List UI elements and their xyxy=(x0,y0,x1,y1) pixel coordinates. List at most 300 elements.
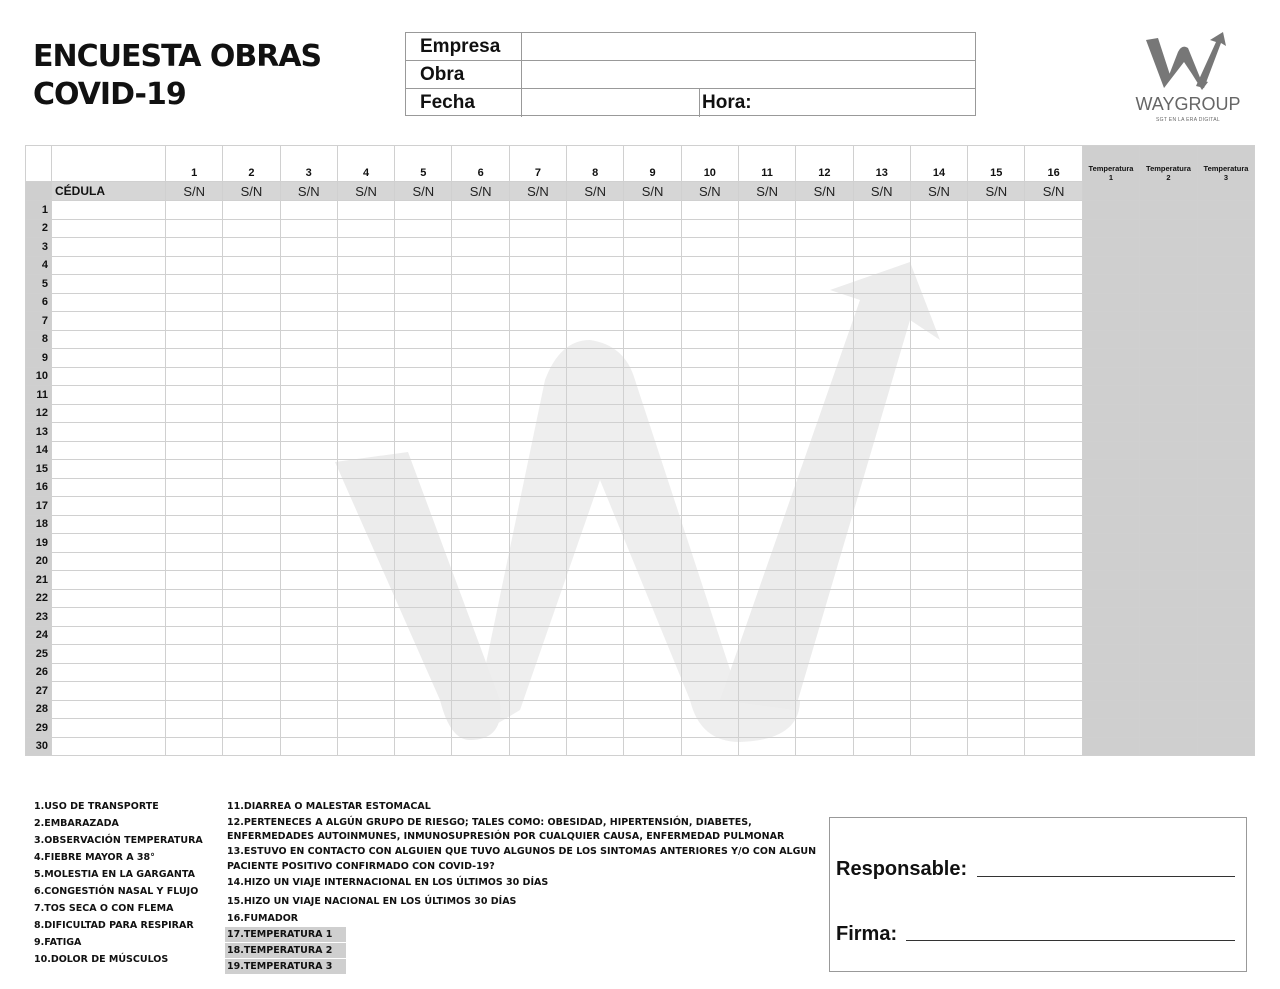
answer-cell[interactable] xyxy=(681,552,738,571)
answer-cell[interactable] xyxy=(166,497,223,516)
answer-cell[interactable] xyxy=(166,534,223,553)
answer-cell[interactable] xyxy=(337,256,394,275)
answer-cell[interactable] xyxy=(452,441,509,460)
answer-cell[interactable] xyxy=(337,460,394,479)
answer-cell[interactable] xyxy=(280,404,337,423)
answer-cell[interactable] xyxy=(166,201,223,220)
answer-cell[interactable] xyxy=(395,608,452,627)
temperature-cell[interactable] xyxy=(1140,478,1198,497)
answer-cell[interactable] xyxy=(395,663,452,682)
temperature-cell[interactable] xyxy=(1082,571,1140,590)
answer-cell[interactable] xyxy=(223,478,280,497)
answer-cell[interactable] xyxy=(910,608,967,627)
answer-cell[interactable] xyxy=(681,589,738,608)
answer-cell[interactable] xyxy=(796,423,853,442)
answer-cell[interactable] xyxy=(395,478,452,497)
empresa-row[interactable] xyxy=(406,33,975,61)
answer-cell[interactable] xyxy=(280,589,337,608)
answer-cell[interactable] xyxy=(738,515,795,534)
answer-cell[interactable] xyxy=(681,404,738,423)
answer-cell[interactable] xyxy=(738,589,795,608)
answer-cell[interactable] xyxy=(968,219,1025,238)
temperature-cell[interactable] xyxy=(1197,534,1255,553)
answer-cell[interactable] xyxy=(910,626,967,645)
temperature-cell[interactable] xyxy=(1197,201,1255,220)
answer-cell[interactable] xyxy=(337,589,394,608)
answer-cell[interactable] xyxy=(968,441,1025,460)
answer-cell[interactable] xyxy=(509,515,566,534)
answer-cell[interactable] xyxy=(509,330,566,349)
temperature-cell[interactable] xyxy=(1082,404,1140,423)
answer-cell[interactable] xyxy=(280,719,337,738)
temperature-cell[interactable] xyxy=(1140,719,1198,738)
answer-cell[interactable] xyxy=(738,330,795,349)
answer-cell[interactable] xyxy=(910,460,967,479)
answer-cell[interactable] xyxy=(738,571,795,590)
answer-cell[interactable] xyxy=(223,663,280,682)
answer-cell[interactable] xyxy=(968,238,1025,257)
answer-cell[interactable] xyxy=(452,478,509,497)
temperature-cell[interactable] xyxy=(1140,256,1198,275)
answer-cell[interactable] xyxy=(280,275,337,294)
answer-cell[interactable] xyxy=(166,312,223,331)
answer-cell[interactable] xyxy=(853,626,910,645)
cedula-cell[interactable] xyxy=(52,497,166,516)
answer-cell[interactable] xyxy=(853,737,910,756)
answer-cell[interactable] xyxy=(337,201,394,220)
answer-cell[interactable] xyxy=(452,330,509,349)
answer-cell[interactable] xyxy=(1025,737,1082,756)
answer-cell[interactable] xyxy=(166,256,223,275)
answer-cell[interactable] xyxy=(738,626,795,645)
answer-cell[interactable] xyxy=(1025,608,1082,627)
answer-cell[interactable] xyxy=(223,441,280,460)
answer-cell[interactable] xyxy=(738,534,795,553)
answer-cell[interactable] xyxy=(624,534,681,553)
answer-cell[interactable] xyxy=(796,441,853,460)
cedula-cell[interactable] xyxy=(52,608,166,627)
answer-cell[interactable] xyxy=(910,349,967,368)
answer-cell[interactable] xyxy=(509,256,566,275)
temperature-cell[interactable] xyxy=(1082,423,1140,442)
temperature-cell[interactable] xyxy=(1197,423,1255,442)
answer-cell[interactable] xyxy=(681,497,738,516)
answer-cell[interactable] xyxy=(567,293,624,312)
answer-cell[interactable] xyxy=(509,571,566,590)
answer-cell[interactable] xyxy=(509,608,566,627)
answer-cell[interactable] xyxy=(452,682,509,701)
temperature-cell[interactable] xyxy=(1082,626,1140,645)
answer-cell[interactable] xyxy=(624,275,681,294)
temperature-cell[interactable] xyxy=(1140,700,1198,719)
answer-cell[interactable] xyxy=(738,293,795,312)
answer-cell[interactable] xyxy=(452,571,509,590)
answer-cell[interactable] xyxy=(1025,256,1082,275)
temperature-cell[interactable] xyxy=(1140,349,1198,368)
answer-cell[interactable] xyxy=(280,534,337,553)
answer-cell[interactable] xyxy=(452,219,509,238)
answer-cell[interactable] xyxy=(337,515,394,534)
temperature-cell[interactable] xyxy=(1082,719,1140,738)
answer-cell[interactable] xyxy=(738,552,795,571)
answer-cell[interactable] xyxy=(337,367,394,386)
answer-cell[interactable] xyxy=(395,534,452,553)
answer-cell[interactable] xyxy=(509,367,566,386)
answer-cell[interactable] xyxy=(567,700,624,719)
answer-cell[interactable] xyxy=(968,256,1025,275)
answer-cell[interactable] xyxy=(1025,312,1082,331)
temperature-cell[interactable] xyxy=(1140,367,1198,386)
answer-cell[interactable] xyxy=(796,478,853,497)
answer-cell[interactable] xyxy=(452,386,509,405)
answer-cell[interactable] xyxy=(1025,700,1082,719)
answer-cell[interactable] xyxy=(337,608,394,627)
answer-cell[interactable] xyxy=(968,404,1025,423)
answer-cell[interactable] xyxy=(280,238,337,257)
cedula-cell[interactable] xyxy=(52,219,166,238)
answer-cell[interactable] xyxy=(509,349,566,368)
answer-cell[interactable] xyxy=(223,201,280,220)
answer-cell[interactable] xyxy=(223,367,280,386)
answer-cell[interactable] xyxy=(1025,682,1082,701)
answer-cell[interactable] xyxy=(509,663,566,682)
answer-cell[interactable] xyxy=(681,423,738,442)
answer-cell[interactable] xyxy=(337,312,394,331)
temperature-cell[interactable] xyxy=(1197,682,1255,701)
answer-cell[interactable] xyxy=(280,552,337,571)
answer-cell[interactable] xyxy=(738,238,795,257)
answer-cell[interactable] xyxy=(968,497,1025,516)
answer-cell[interactable] xyxy=(166,719,223,738)
answer-cell[interactable] xyxy=(624,478,681,497)
answer-cell[interactable] xyxy=(624,737,681,756)
answer-cell[interactable] xyxy=(509,441,566,460)
answer-cell[interactable] xyxy=(280,737,337,756)
answer-cell[interactable] xyxy=(681,460,738,479)
answer-cell[interactable] xyxy=(796,608,853,627)
answer-cell[interactable] xyxy=(853,719,910,738)
answer-cell[interactable] xyxy=(567,478,624,497)
responsable-field[interactable] xyxy=(977,876,1235,877)
answer-cell[interactable] xyxy=(738,367,795,386)
fecha-row[interactable] xyxy=(406,89,975,117)
answer-cell[interactable] xyxy=(166,589,223,608)
answer-cell[interactable] xyxy=(567,719,624,738)
answer-cell[interactable] xyxy=(624,460,681,479)
answer-cell[interactable] xyxy=(853,275,910,294)
answer-cell[interactable] xyxy=(1025,201,1082,220)
answer-cell[interactable] xyxy=(509,534,566,553)
answer-cell[interactable] xyxy=(337,534,394,553)
answer-cell[interactable] xyxy=(452,293,509,312)
answer-cell[interactable] xyxy=(223,293,280,312)
answer-cell[interactable] xyxy=(738,219,795,238)
answer-cell[interactable] xyxy=(452,608,509,627)
temperature-cell[interactable] xyxy=(1082,478,1140,497)
answer-cell[interactable] xyxy=(280,700,337,719)
temperature-cell[interactable] xyxy=(1197,293,1255,312)
answer-cell[interactable] xyxy=(738,404,795,423)
answer-cell[interactable] xyxy=(738,312,795,331)
answer-cell[interactable] xyxy=(853,497,910,516)
answer-cell[interactable] xyxy=(509,219,566,238)
answer-cell[interactable] xyxy=(681,534,738,553)
answer-cell[interactable] xyxy=(1025,460,1082,479)
answer-cell[interactable] xyxy=(968,700,1025,719)
answer-cell[interactable] xyxy=(910,312,967,331)
answer-cell[interactable] xyxy=(280,367,337,386)
answer-cell[interactable] xyxy=(853,219,910,238)
answer-cell[interactable] xyxy=(567,460,624,479)
answer-cell[interactable] xyxy=(337,423,394,442)
answer-cell[interactable] xyxy=(280,441,337,460)
answer-cell[interactable] xyxy=(681,441,738,460)
answer-cell[interactable] xyxy=(509,293,566,312)
answer-cell[interactable] xyxy=(452,460,509,479)
answer-cell[interactable] xyxy=(280,219,337,238)
temperature-cell[interactable] xyxy=(1140,645,1198,664)
answer-cell[interactable] xyxy=(509,682,566,701)
answer-cell[interactable] xyxy=(395,312,452,331)
temperature-cell[interactable] xyxy=(1197,349,1255,368)
answer-cell[interactable] xyxy=(968,515,1025,534)
answer-cell[interactable] xyxy=(395,737,452,756)
obra-row[interactable] xyxy=(406,61,975,89)
answer-cell[interactable] xyxy=(509,201,566,220)
answer-cell[interactable] xyxy=(166,626,223,645)
answer-cell[interactable] xyxy=(624,682,681,701)
answer-cell[interactable] xyxy=(853,534,910,553)
answer-cell[interactable] xyxy=(337,441,394,460)
cedula-cell[interactable] xyxy=(52,386,166,405)
temperature-cell[interactable] xyxy=(1140,589,1198,608)
answer-cell[interactable] xyxy=(910,219,967,238)
answer-cell[interactable] xyxy=(624,349,681,368)
temperature-cell[interactable] xyxy=(1197,441,1255,460)
answer-cell[interactable] xyxy=(681,367,738,386)
answer-cell[interactable] xyxy=(853,256,910,275)
answer-cell[interactable] xyxy=(624,626,681,645)
answer-cell[interactable] xyxy=(395,386,452,405)
temperature-cell[interactable] xyxy=(1197,404,1255,423)
answer-cell[interactable] xyxy=(681,719,738,738)
answer-cell[interactable] xyxy=(166,219,223,238)
answer-cell[interactable] xyxy=(853,312,910,331)
answer-cell[interactable] xyxy=(910,552,967,571)
temperature-cell[interactable] xyxy=(1197,663,1255,682)
cedula-cell[interactable] xyxy=(52,201,166,220)
answer-cell[interactable] xyxy=(280,201,337,220)
answer-cell[interactable] xyxy=(337,700,394,719)
answer-cell[interactable] xyxy=(910,645,967,664)
temperature-cell[interactable] xyxy=(1082,330,1140,349)
answer-cell[interactable] xyxy=(796,293,853,312)
answer-cell[interactable] xyxy=(509,700,566,719)
answer-cell[interactable] xyxy=(509,589,566,608)
answer-cell[interactable] xyxy=(796,312,853,331)
answer-cell[interactable] xyxy=(166,663,223,682)
answer-cell[interactable] xyxy=(223,330,280,349)
temperature-cell[interactable] xyxy=(1082,441,1140,460)
answer-cell[interactable] xyxy=(452,256,509,275)
answer-cell[interactable] xyxy=(853,645,910,664)
answer-cell[interactable] xyxy=(738,663,795,682)
answer-cell[interactable] xyxy=(223,312,280,331)
answer-cell[interactable] xyxy=(280,626,337,645)
answer-cell[interactable] xyxy=(395,256,452,275)
cedula-cell[interactable] xyxy=(52,552,166,571)
cedula-cell[interactable] xyxy=(52,663,166,682)
answer-cell[interactable] xyxy=(509,423,566,442)
answer-cell[interactable] xyxy=(166,515,223,534)
temperature-cell[interactable] xyxy=(1140,201,1198,220)
answer-cell[interactable] xyxy=(738,497,795,516)
answer-cell[interactable] xyxy=(853,330,910,349)
answer-cell[interactable] xyxy=(452,312,509,331)
answer-cell[interactable] xyxy=(681,256,738,275)
answer-cell[interactable] xyxy=(1025,441,1082,460)
answer-cell[interactable] xyxy=(681,515,738,534)
answer-cell[interactable] xyxy=(567,626,624,645)
answer-cell[interactable] xyxy=(1025,589,1082,608)
answer-cell[interactable] xyxy=(567,589,624,608)
answer-cell[interactable] xyxy=(280,478,337,497)
answer-cell[interactable] xyxy=(796,682,853,701)
answer-cell[interactable] xyxy=(910,293,967,312)
answer-cell[interactable] xyxy=(280,423,337,442)
answer-cell[interactable] xyxy=(968,589,1025,608)
answer-cell[interactable] xyxy=(166,737,223,756)
answer-cell[interactable] xyxy=(337,386,394,405)
answer-cell[interactable] xyxy=(968,645,1025,664)
answer-cell[interactable] xyxy=(395,515,452,534)
temperature-cell[interactable] xyxy=(1140,608,1198,627)
answer-cell[interactable] xyxy=(395,330,452,349)
cedula-cell[interactable] xyxy=(52,719,166,738)
answer-cell[interactable] xyxy=(681,201,738,220)
answer-cell[interactable] xyxy=(166,238,223,257)
answer-cell[interactable] xyxy=(567,682,624,701)
answer-cell[interactable] xyxy=(910,404,967,423)
cedula-cell[interactable] xyxy=(52,441,166,460)
answer-cell[interactable] xyxy=(567,201,624,220)
answer-cell[interactable] xyxy=(166,645,223,664)
temperature-cell[interactable] xyxy=(1082,312,1140,331)
answer-cell[interactable] xyxy=(853,682,910,701)
temperature-cell[interactable] xyxy=(1197,219,1255,238)
answer-cell[interactable] xyxy=(738,478,795,497)
answer-cell[interactable] xyxy=(567,256,624,275)
answer-cell[interactable] xyxy=(853,552,910,571)
temperature-cell[interactable] xyxy=(1082,367,1140,386)
answer-cell[interactable] xyxy=(509,386,566,405)
cedula-cell[interactable] xyxy=(52,737,166,756)
answer-cell[interactable] xyxy=(337,737,394,756)
temperature-cell[interactable] xyxy=(1197,737,1255,756)
temperature-cell[interactable] xyxy=(1197,626,1255,645)
temperature-cell[interactable] xyxy=(1140,571,1198,590)
temperature-cell[interactable] xyxy=(1197,386,1255,405)
answer-cell[interactable] xyxy=(738,700,795,719)
answer-cell[interactable] xyxy=(910,275,967,294)
answer-cell[interactable] xyxy=(681,645,738,664)
answer-cell[interactable] xyxy=(738,349,795,368)
answer-cell[interactable] xyxy=(910,201,967,220)
cedula-cell[interactable] xyxy=(52,571,166,590)
answer-cell[interactable] xyxy=(968,534,1025,553)
temperature-cell[interactable] xyxy=(1082,552,1140,571)
answer-cell[interactable] xyxy=(853,386,910,405)
answer-cell[interactable] xyxy=(1025,515,1082,534)
answer-cell[interactable] xyxy=(1025,367,1082,386)
temperature-cell[interactable] xyxy=(1082,293,1140,312)
answer-cell[interactable] xyxy=(681,571,738,590)
answer-cell[interactable] xyxy=(968,275,1025,294)
temperature-cell[interactable] xyxy=(1082,497,1140,516)
answer-cell[interactable] xyxy=(681,275,738,294)
answer-cell[interactable] xyxy=(1025,719,1082,738)
temperature-cell[interactable] xyxy=(1082,515,1140,534)
answer-cell[interactable] xyxy=(910,589,967,608)
answer-cell[interactable] xyxy=(395,645,452,664)
answer-cell[interactable] xyxy=(624,515,681,534)
temperature-cell[interactable] xyxy=(1082,460,1140,479)
cedula-cell[interactable] xyxy=(52,404,166,423)
answer-cell[interactable] xyxy=(681,682,738,701)
temperature-cell[interactable] xyxy=(1197,478,1255,497)
answer-cell[interactable] xyxy=(738,256,795,275)
answer-cell[interactable] xyxy=(738,275,795,294)
answer-cell[interactable] xyxy=(910,737,967,756)
answer-cell[interactable] xyxy=(166,441,223,460)
temperature-cell[interactable] xyxy=(1140,238,1198,257)
answer-cell[interactable] xyxy=(796,663,853,682)
answer-cell[interactable] xyxy=(567,423,624,442)
answer-cell[interactable] xyxy=(624,700,681,719)
answer-cell[interactable] xyxy=(910,441,967,460)
answer-cell[interactable] xyxy=(223,589,280,608)
answer-cell[interactable] xyxy=(624,256,681,275)
answer-cell[interactable] xyxy=(395,719,452,738)
answer-cell[interactable] xyxy=(910,719,967,738)
temperature-cell[interactable] xyxy=(1082,219,1140,238)
answer-cell[interactable] xyxy=(166,460,223,479)
answer-cell[interactable] xyxy=(395,571,452,590)
answer-cell[interactable] xyxy=(452,645,509,664)
answer-cell[interactable] xyxy=(567,645,624,664)
answer-cell[interactable] xyxy=(624,238,681,257)
answer-cell[interactable] xyxy=(280,682,337,701)
answer-cell[interactable] xyxy=(337,330,394,349)
temperature-cell[interactable] xyxy=(1140,737,1198,756)
answer-cell[interactable] xyxy=(166,367,223,386)
answer-cell[interactable] xyxy=(223,534,280,553)
answer-cell[interactable] xyxy=(567,219,624,238)
temperature-cell[interactable] xyxy=(1082,238,1140,257)
answer-cell[interactable] xyxy=(1025,571,1082,590)
cedula-cell[interactable] xyxy=(52,682,166,701)
answer-cell[interactable] xyxy=(395,238,452,257)
answer-cell[interactable] xyxy=(738,441,795,460)
answer-cell[interactable] xyxy=(1025,275,1082,294)
answer-cell[interactable] xyxy=(681,293,738,312)
answer-cell[interactable] xyxy=(738,682,795,701)
answer-cell[interactable] xyxy=(681,626,738,645)
answer-cell[interactable] xyxy=(624,608,681,627)
firma-field[interactable] xyxy=(906,940,1235,941)
answer-cell[interactable] xyxy=(223,275,280,294)
cedula-cell[interactable] xyxy=(52,256,166,275)
